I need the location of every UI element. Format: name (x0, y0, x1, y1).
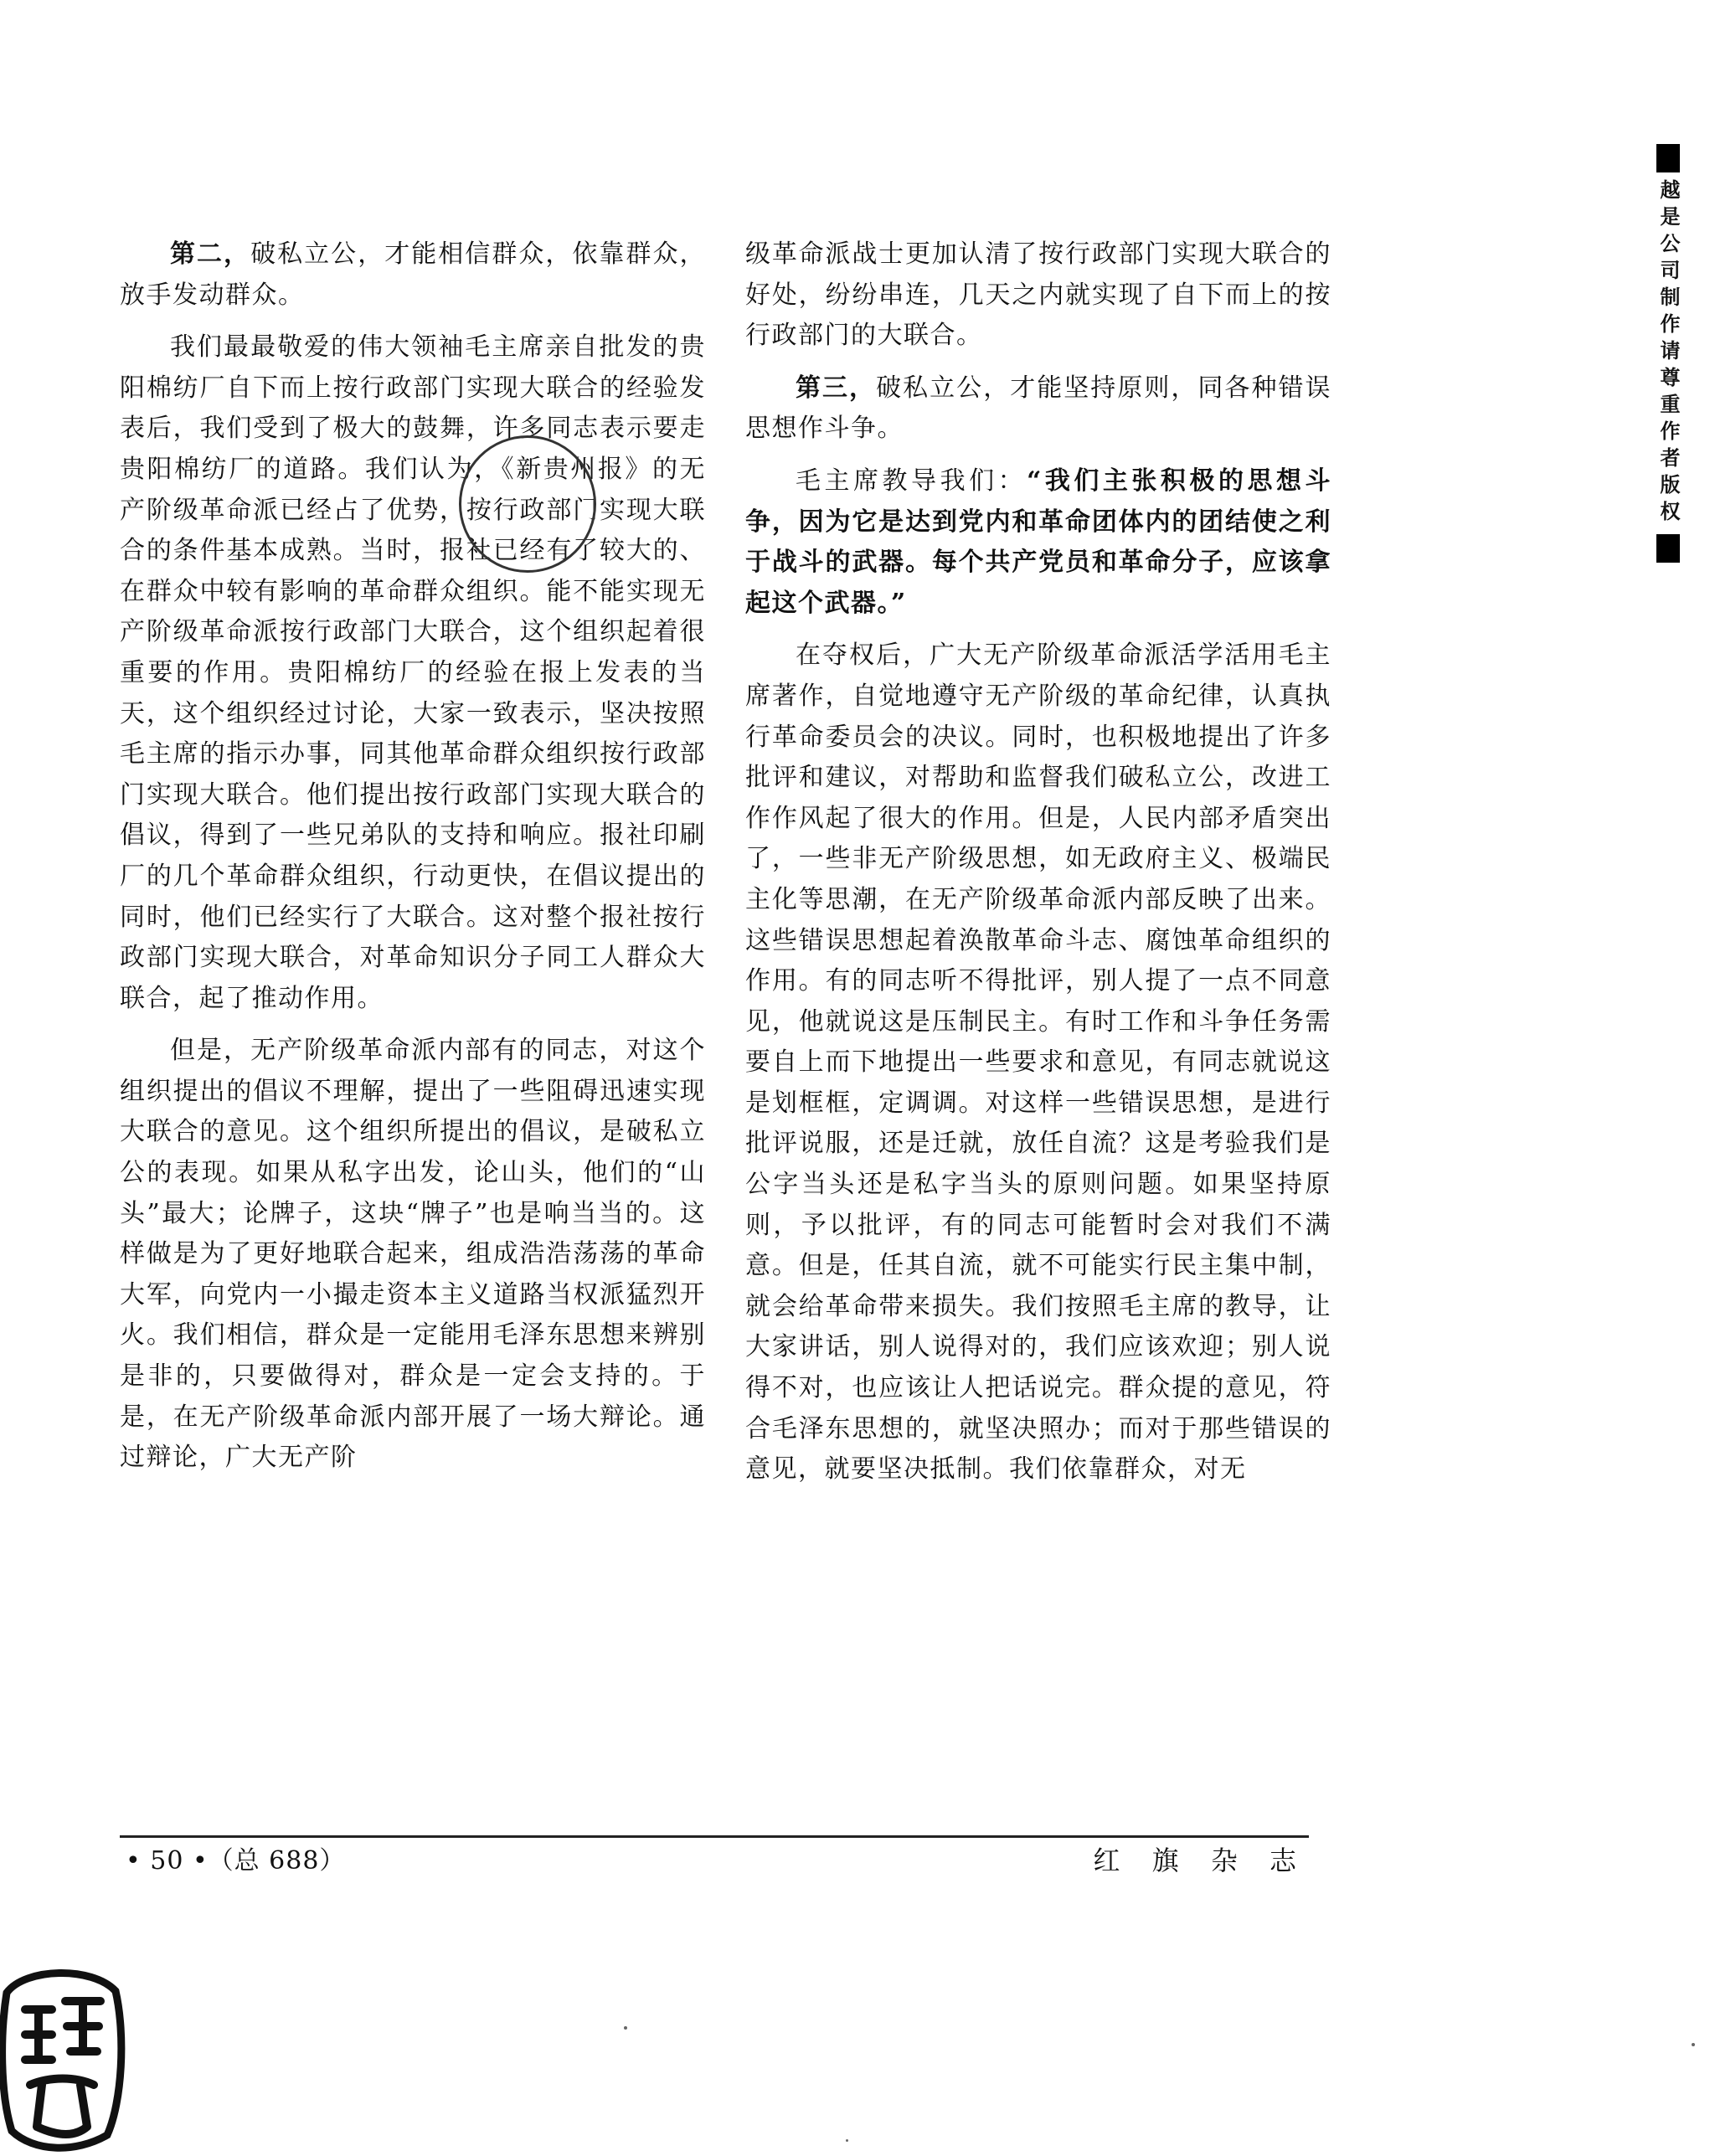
paragraph: 我们最最敬爱的伟大领袖毛主席亲自批发的贵阳棉纺厂自下而上按行政部门实现大联合的经验发表后，我们受到了极大的鼓舞，许多同志表示要走贵阳棉纺厂的道路。我们认为，《新贵州报》的无产阶级革命派已经占了优势，按行政部门实现大联合的条件基本成熟。当时，报社已经有了较大的、在群众中较有影响的革命群众组织。能不能实现无产阶级革命派按行政部门大联合，这个组织起着很重要的作用。贵阳棉纺厂的经验在报上发表的当天，这个组织经过讨论，大家一致表示，坚决按照毛主席的指示办事，同其他革命群众组织按行政部门实现大联合。他们提出按行政部门实现大联合的倡议，得到了一些兄弟队的支持和响应。报社印刷厂的几个革命群众组织，行动更快，在倡议提出的同时，他们已经实行了大联合。这对整个报社按行政部门实现大联合，对革命知识分子同工人群众大联合，起了推动作用。 (120, 332, 706, 1013)
seal-stamp-icon (0, 1959, 126, 2156)
paragraph-text: 毛主席教导我们： (796, 466, 1027, 496)
quotation: “我们主张积极的思想斗争，因为它是达到党内和革命团体内的团结使之利于战斗的武器。每个共产党员和革命分子，应该拿起这个武器。” (745, 466, 1331, 618)
sidebar-bottom-bar (1656, 534, 1680, 563)
journal-name: 红 旗 杂 志 (1093, 1845, 1308, 1876)
paragraph-text: 破私立公，才能相信群众，依靠群众，放手发动群众。 (120, 239, 707, 310)
paragraph (745, 461, 1331, 624)
section-heading: 第三， (796, 373, 877, 403)
right-column (745, 234, 1331, 1502)
paragraph (745, 368, 1331, 450)
paragraph (120, 234, 706, 316)
scan-speck (624, 2026, 627, 2030)
scan-speck (1692, 2043, 1695, 2046)
paragraph: 但是，无产阶级革命派内部有的同志，对这个组织提出的倡议不理解，提出了一些阻碍迅速实现大联合的意见。这个组织所提出的倡议，是破私立公的表现。如果从私字出发，论山头，他们的“山头”最大；论牌子，这块“牌子”也是响当当的。这样做是为了更好地联合起来，组成浩浩荡荡的革命大军，向党内一小撮走资本主义道路当权派猛烈开火。我们相信，群众是一定能用毛泽东思想来辨别是非的，只要做得对，群众是一定会支持的。于是，在无产阶级革命派内部开展了一场大辩论。通过辩论，广大无产阶 (120, 1036, 706, 1473)
section-heading: 第二， (170, 239, 251, 269)
sidebar-watermark (1651, 144, 1688, 563)
paragraph-text: 破私立公，才能坚持原则，同各种错误思想作斗争。 (745, 373, 1332, 444)
sidebar-watermark-text: 越是公司制作请尊重作者版权 (1656, 179, 1681, 527)
left-column (120, 234, 706, 1490)
footer-rule (120, 1835, 1309, 1838)
scan-speck (846, 2139, 848, 2142)
paragraph: 级革命派战士更加认清了按行政部门实现大联合的好处，纷纷串连，几天之内就实现了自下而上的按行政部门的大联合。 (745, 239, 1331, 351)
paragraph: 在夺权后，广大无产阶级革命派活学活用毛主席著作，自觉地遵守无产阶级的革命纪律，认真执行革命委员会的决议。同时，也积极地提出了许多批评和建议，对帮助和监督我们破私立公，改进工作作风起了很大的作用。但是，人民内部矛盾突出了，一些非无产阶级思想，如无政府主义、极端民主化等思潮，在无产阶级革命派内部反映了出来。这些错误思想起着涣散革命斗志、腐蚀革命组织的作用。有的同志听不得批评，别人提了一点不同意见，他就说这是压制民主。有时工作和斗争任务需要自上而下地提出一些要求和意见，有同志就说这是划框框，定调调。对这样一些错误思想，是进行批评说服，还是迁就，放任自流？这是考验我们是公字当头还是私字当头的原则问题。如果坚持原则，予以批评，有的同志可能暂时会对我们不满意。但是，任其自流，就不可能实行民主集中制，就会给革命带来损失。我们按照毛主席的教导，让大家讲话，别人说得对的，我们应该欢迎；别人说得不对，也应该让人把话说完。群众提的意见，符合毛泽东思想的，就坚决照办；而对于那些错误的意见，就要坚决抵制。我们依靠群众，对无 (745, 641, 1331, 1485)
page-number: • 50 •（总 688） (126, 1846, 346, 1876)
sidebar-top-bar (1656, 144, 1680, 172)
hand-drawn-circle-mark (459, 435, 596, 573)
